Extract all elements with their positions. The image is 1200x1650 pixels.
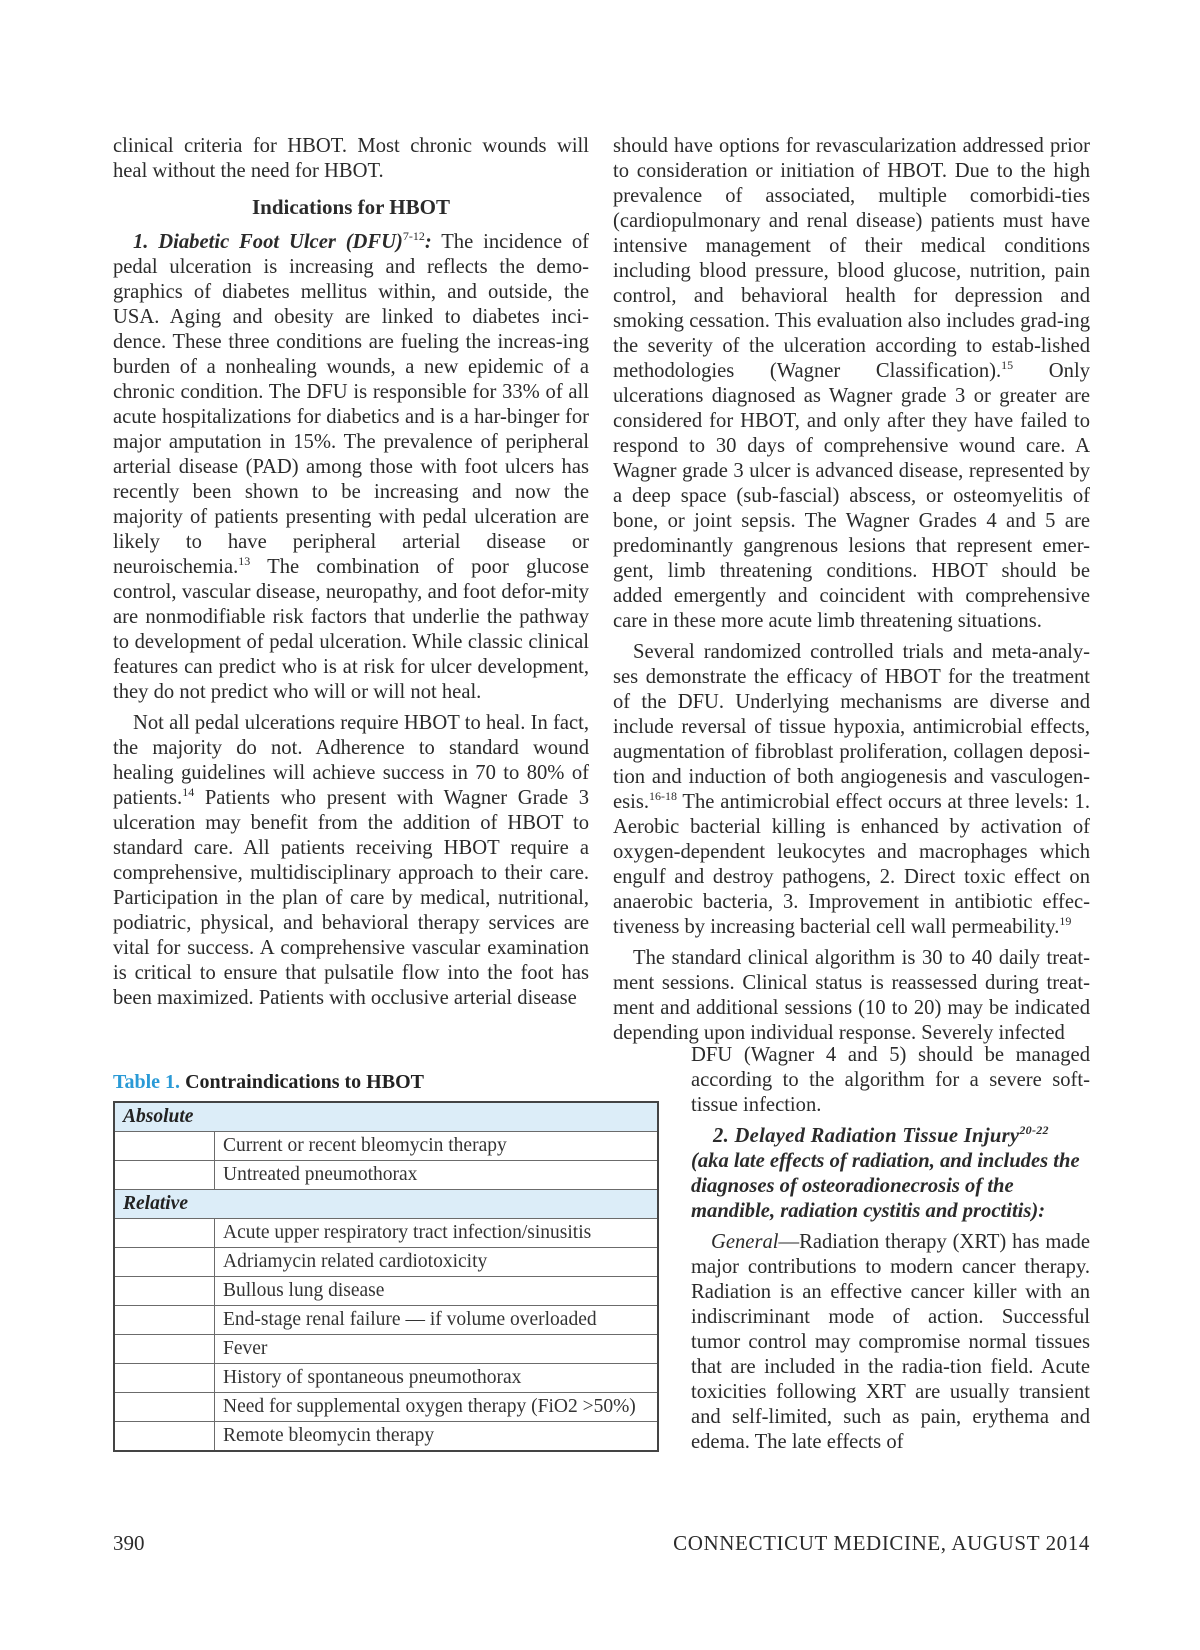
dfu-colon: : xyxy=(424,231,432,253)
relative-header: Relative xyxy=(114,1190,658,1219)
table-row xyxy=(114,1393,658,1422)
table-row xyxy=(114,1132,658,1161)
table-row xyxy=(114,1306,658,1335)
journal-footer: CONNECTICUT MEDICINE, AUGUST 2014 xyxy=(673,1531,1090,1555)
not-all-text-1: Not all pedal ulcerations require HBOT to heal. In fact, the majority do not. Adherence to standard wound healing guidelines will achieve success in 70 to 80% of patients. xyxy=(113,712,589,809)
p1-text-a: should have options for revascularization addressed prior to consideration or initiation of HBOT. Due to the high prevalence of associated, multiple comorbidi-ties (cardiopulmonary and renal disease) patients must have intensive management of their medical conditions including blood pressure, blood glucose, nutrition, pain control, and behavioral health for depression and smoking cessation. This evaluation also includes grad-ing the severity of the ulceration according to estab-lished methodologies (Wagner Classification). xyxy=(613,135,1090,382)
dfu-paragraph xyxy=(113,230,589,705)
dfu-title: 1. Diabetic Foot Ulcer (DFU) xyxy=(133,231,403,253)
not-all-paragraph xyxy=(113,711,589,1011)
p2-text-b: The antimicrobial effect occurs at three levels: 1. Aerobic bacterial killing is enhanced by activation of oxygen-dependent leukocytes and macrophages which engulf and destroy pathogens, 2. Direct toxic effect on anaerobic bacteria, 3. Improvement in antibiotic effec-tiveness by increasing bacterial cell wall permeability. xyxy=(613,791,1090,938)
table-row xyxy=(114,1161,658,1190)
not-all-text-2: Patients who present with Wagner Grade 3 ulceration may benefit from the addition of HBOT to standard care. All patients receiving HBOT require a comprehensive, multidisciplinary approach to their care. Participation in the plan of care by medical, nutritional, podiatric, physical, and behavioral therapy services are vital for success. A comprehensive vascular examination is critical to ensure that pulsatile flow into the foot has been maximized. Patients with occlusive arterial disease xyxy=(113,787,589,1009)
p2-text-a: Several randomized controlled trials and meta-analy-ses demonstrate the efficacy of HBOT for the treatment of the DFU. Underlying mechanisms are diverse and include reversal of tissue hypoxia, antimicrobial effects, augmentation of fibroblast proliferation, collagen deposi-tion and induction of both angiogenesis and vasculogen-esis. xyxy=(613,641,1090,813)
right-column xyxy=(613,134,1090,1046)
table-row xyxy=(114,1335,658,1364)
table-cell: End-stage renal failure — if volume overloaded xyxy=(215,1306,659,1335)
general-text: —Radiation therapy (XRT) has made major contributions to modern cancer therapy. Radiation is an effective cancer killer with an indiscriminant mode of action. Successful tumor control may compromise normal tissues that are included in the radia-tion field. Acute toxicities following XRT are usually transient and self-limited, such as pain, erythema and edema. The late effects of xyxy=(691,1231,1090,1453)
intro-paragraph: clinical criteria for HBOT. Most chronic wounds will heal without the need for HBOT. xyxy=(113,135,589,182)
table-cell: Adriamycin related cardiotoxicity xyxy=(215,1248,659,1277)
section-2-title-text: 2. Delayed Radiation Tissue Injury xyxy=(713,1125,1020,1147)
dfu-text-1: The incidence of pedal ulceration is increasing and reflects the demo-graphics of diabetes mellitus within, and outside, the USA. Aging and obesity are linked to diabetes inci-dence. These three conditions are fueling the increas-ing burden of a nonhealing wounds, a new epidemic of a chronic condition. The DFU is responsible for 33% of all acute hospitalizations for diabetics and is a har-binger for major amputation in 15%. The prevalence of peripheral arterial disease (PAD) among those with foot ulcers has recently been shown to be increasing and now the majority of patients presenting with pedal ulceration are likely to have peripheral arterial disease or neuroischemia. xyxy=(113,231,589,578)
table-row xyxy=(114,1422,658,1452)
table-cell: Current or recent bleomycin therapy xyxy=(215,1132,659,1161)
p1-citation: 15 xyxy=(1001,358,1014,372)
table-cell: Remote bleomycin therapy xyxy=(215,1422,659,1452)
dfu-citation: 7-12 xyxy=(402,229,425,243)
p2-citation-2: 19 xyxy=(1059,914,1072,928)
section-heading: Indications for HBOT xyxy=(252,195,450,219)
revascularization-paragraph xyxy=(613,134,1090,634)
algorithm-paragraph: The standard clinical algorithm is 30 to 40 daily treat-ment sessions. Clinical status is reassessed during treat-ment and additional sessions (10 to 20) may be indicated depending upon individual response. Severely infected xyxy=(613,947,1090,1044)
table-cell: Fever xyxy=(215,1335,659,1364)
table-row xyxy=(114,1248,658,1277)
section-2-subtitle: (aka late effects of radiation, and includes the diagnoses of osteoradionecrosis of the mandible, radiation cystitis and proctitis): xyxy=(691,1150,1080,1222)
general-paragraph xyxy=(691,1230,1090,1455)
absolute-header: Absolute xyxy=(114,1102,658,1132)
table-cell: History of spontaneous pneumothorax xyxy=(215,1364,659,1393)
table-cell: Need for supplemental oxygen therapy (FiO2 >50%) xyxy=(215,1393,659,1422)
contraindications-table xyxy=(113,1101,659,1452)
table-group-row xyxy=(114,1190,658,1219)
table-row xyxy=(114,1219,658,1248)
table-title: Contraindications to HBOT xyxy=(185,1071,424,1093)
table-cell: Untreated pneumothorax xyxy=(215,1161,659,1190)
right-column-continued xyxy=(691,1043,1090,1455)
general-label: General xyxy=(711,1231,779,1253)
p1-text-b: Only ulcerations diagnosed as Wagner grade 3 or greater are considered for HBOT, and only after they have failed to respond to 30 days of comprehensive wound care. A Wagner grade 3 ulcer is advanced disease, represented by a deep space (sub-fascial) abscess, or osteomyelitis of bone, or joint sepsis. The Wagner Grades 4 and 5 are predominantly gangrenous lesions that represent emer-gent, limb threatening conditions. HBOT should be added emergently and coincident with comprehensive care in these more acute limb threatening situations. xyxy=(613,360,1090,632)
table-cell: Acute upper respiratory tract infection/sinusitis xyxy=(215,1219,659,1248)
left-column xyxy=(113,134,589,1011)
dfu-text-2: The combination of poor glucose control, vascular disease, neuropathy, and foot defor-mity are nonmodifiable risk factors that underlie the pathway to development of pedal ulceration. While classic clinical features can predict who is at risk for ulcer development, they do not predict who will or will not heal. xyxy=(113,556,589,703)
section-2-title xyxy=(691,1124,1090,1149)
table-row xyxy=(114,1277,658,1306)
section-2-citation: 20-22 xyxy=(1019,1123,1049,1137)
table-row xyxy=(114,1364,658,1393)
table-label: Table 1. xyxy=(113,1071,181,1093)
table-caption xyxy=(113,1071,424,1094)
table-cell: Bullous lung disease xyxy=(215,1277,659,1306)
page-number: 390 xyxy=(113,1531,145,1555)
dfu-citation-2: 13 xyxy=(238,554,251,568)
not-all-citation: 14 xyxy=(182,785,195,799)
algorithm-continued: DFU (Wagner 4 and 5) should be managed according to the algorithm for a severe soft-tissue infection. xyxy=(691,1044,1090,1116)
p2-citation: 16-18 xyxy=(649,789,678,803)
table-group-row xyxy=(114,1102,658,1132)
trials-paragraph xyxy=(613,640,1090,940)
